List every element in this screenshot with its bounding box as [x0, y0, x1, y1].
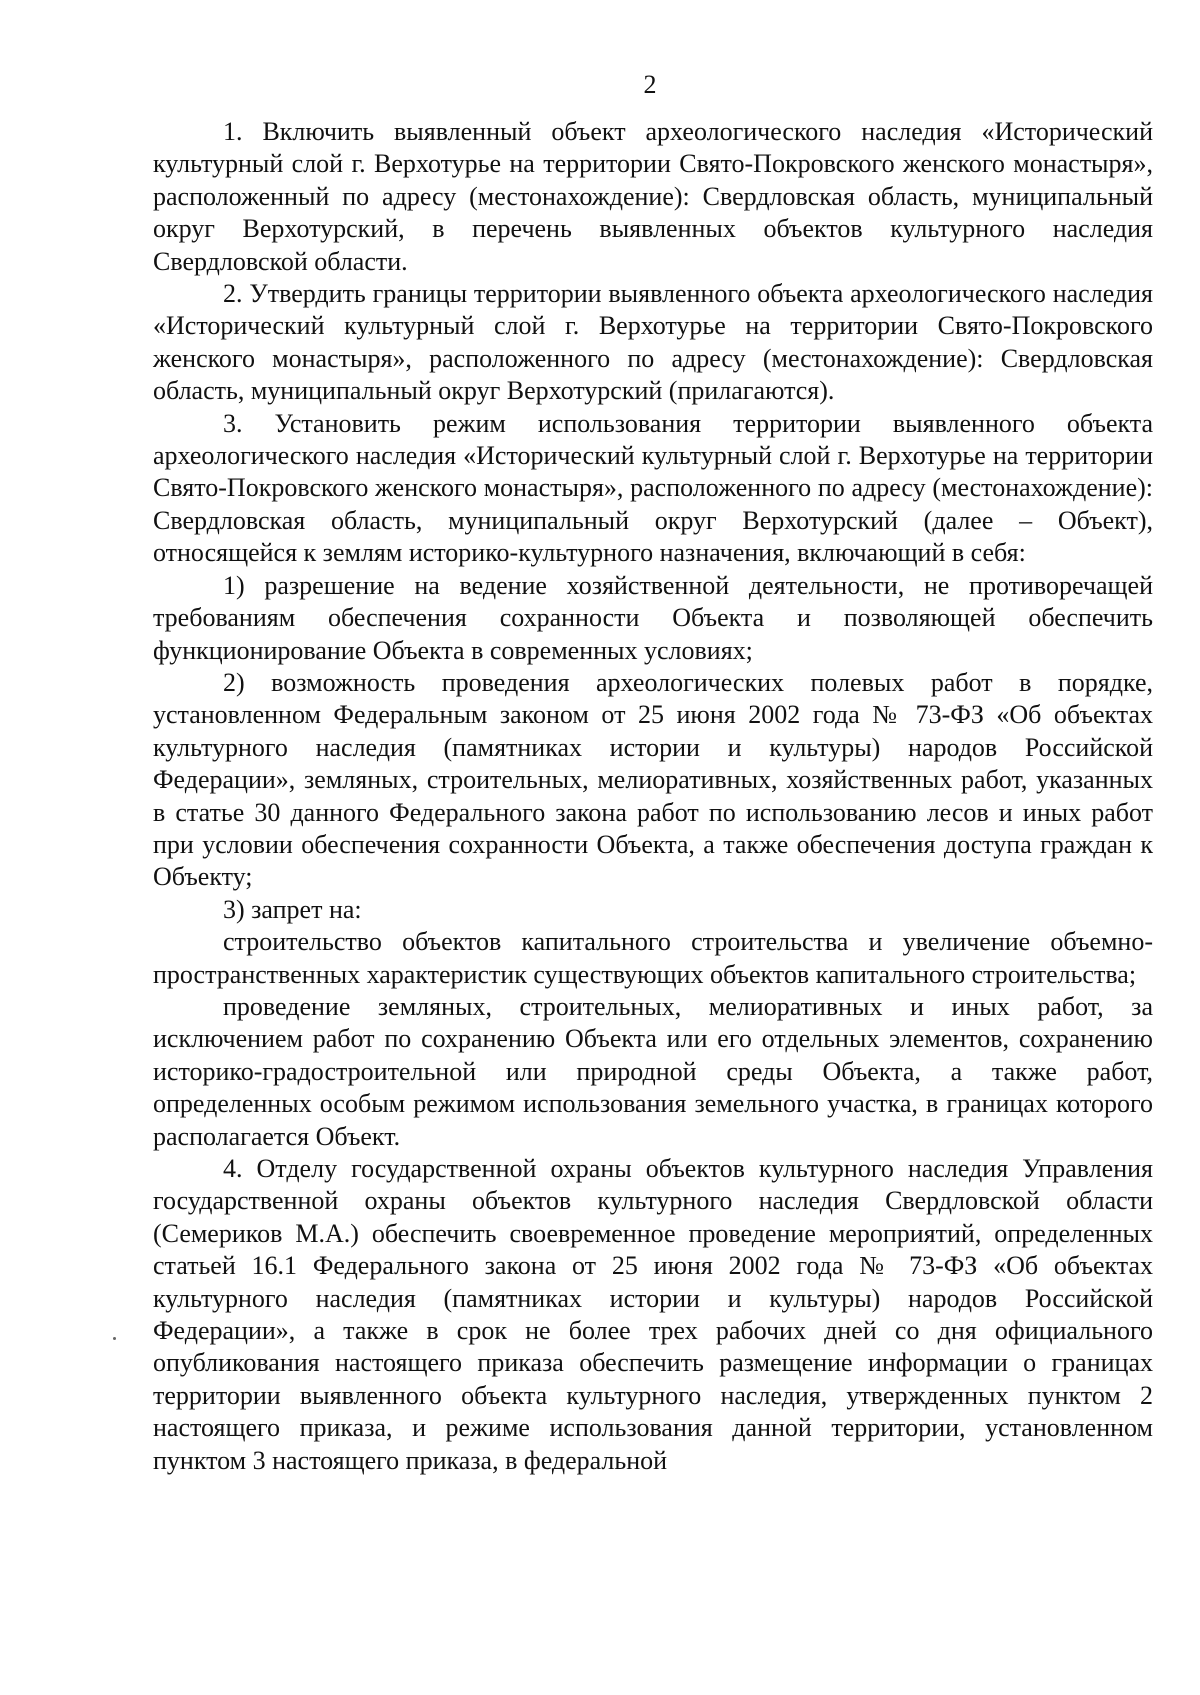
paragraph-1: 1. Включить выявленный объект археологического наследия «Исторический культурный слой г. Верхотурье на территории Свято-Покровского женского монастыря», расположенный по адресу (местонахождение): Свердловская область, муниципальный округ Верхотурский, в перечень выявленных объектов культурного наследия Свердловской области.: [153, 117, 1153, 276]
paragraph-3-item-1: 1) разрешение на ведение хозяйственной деятельности, не противоречащей требованиям обеспечения сохранности Объекта и позволяющей обеспечить функционирование Объекта в современных условиях;: [153, 570, 1153, 665]
paragraph-4: 4. Отделу государственной охраны объектов культурного наследия Управления государственной охраны объектов культурного наследия Свердловской области (Семериков М.А.) обеспечить своевременное проведение мероприятий, определенных статьей 16.1 Федерального закона от 25 июня 2002 года № 73-ФЗ «Об объектах культурного наследия (памятниках истории и культуры) народов Российской Федерации», а также в срок не более трех рабочих дней со дня официального опубликования настоящего приказа обеспечить размещение информации о границах территории выявленного объекта культурного наследия, утвержденных пунктом 2 настоящего приказа, и режиме использования данной территории, установленном пунктом 3 настоящего приказа, в федеральной: [153, 1154, 1153, 1475]
scan-speck: [113, 1337, 116, 1340]
paragraph-3-item-3: 3) запрет на:: [223, 894, 362, 924]
paragraph-2: 2. Утвердить границы территории выявленного объекта археологического наследия «Исторический культурный слой г. Верхотурье на территории Свято-Покровского женского монастыря», расположенного по адресу (местонахождение): Свердловская область, муниципальный округ Верхотурский (прилагаются).: [153, 279, 1153, 406]
page-number: 2: [643, 70, 657, 99]
prohibition-construction: строительство объектов капитального строительства и увеличение объемно-пространственных характеристик существующих объектов капитального строительства;: [153, 927, 1153, 989]
paragraph-3: 3. Установить режим использования территории выявленного объекта археологического наследия «Исторический культурный слой г. Верхотурье на территории Свято-Покровского женского монастыря», расположенного по адресу (местонахождение): Свердловская область, муниципальный округ Верхотурский (далее – Объект), относящейся к землям историко-культурного назначения, включающий в себя:: [153, 408, 1153, 568]
document-body: [153, 116, 1153, 1477]
paragraph-3-item-2: 2) возможность проведения археологических полевых работ в порядке, установленном Федеральным законом от 25 июня 2002 года № 73-ФЗ «Об объектах культурного наследия (памятниках истории и культуры) народов Российской Федерации», земляных, строительных, мелиоративных, хозяйственных работ, указанных в статье 30 данного Федерального закона работ по использованию лесов и иных работ при условии обеспечения сохранности Объекта, а также обеспечения доступа граждан к Объекту;: [153, 667, 1153, 892]
prohibition-works: проведение земляных, строительных, мелиоративных и иных работ, за исключением работ по сохранению Объекта или его отдельных элементов, сохранению историко-градостроительной или природной среды Объекта, а также работ, определенных особым режимом использования земельного участка, в границах которого располагается Объект.: [153, 991, 1153, 1151]
